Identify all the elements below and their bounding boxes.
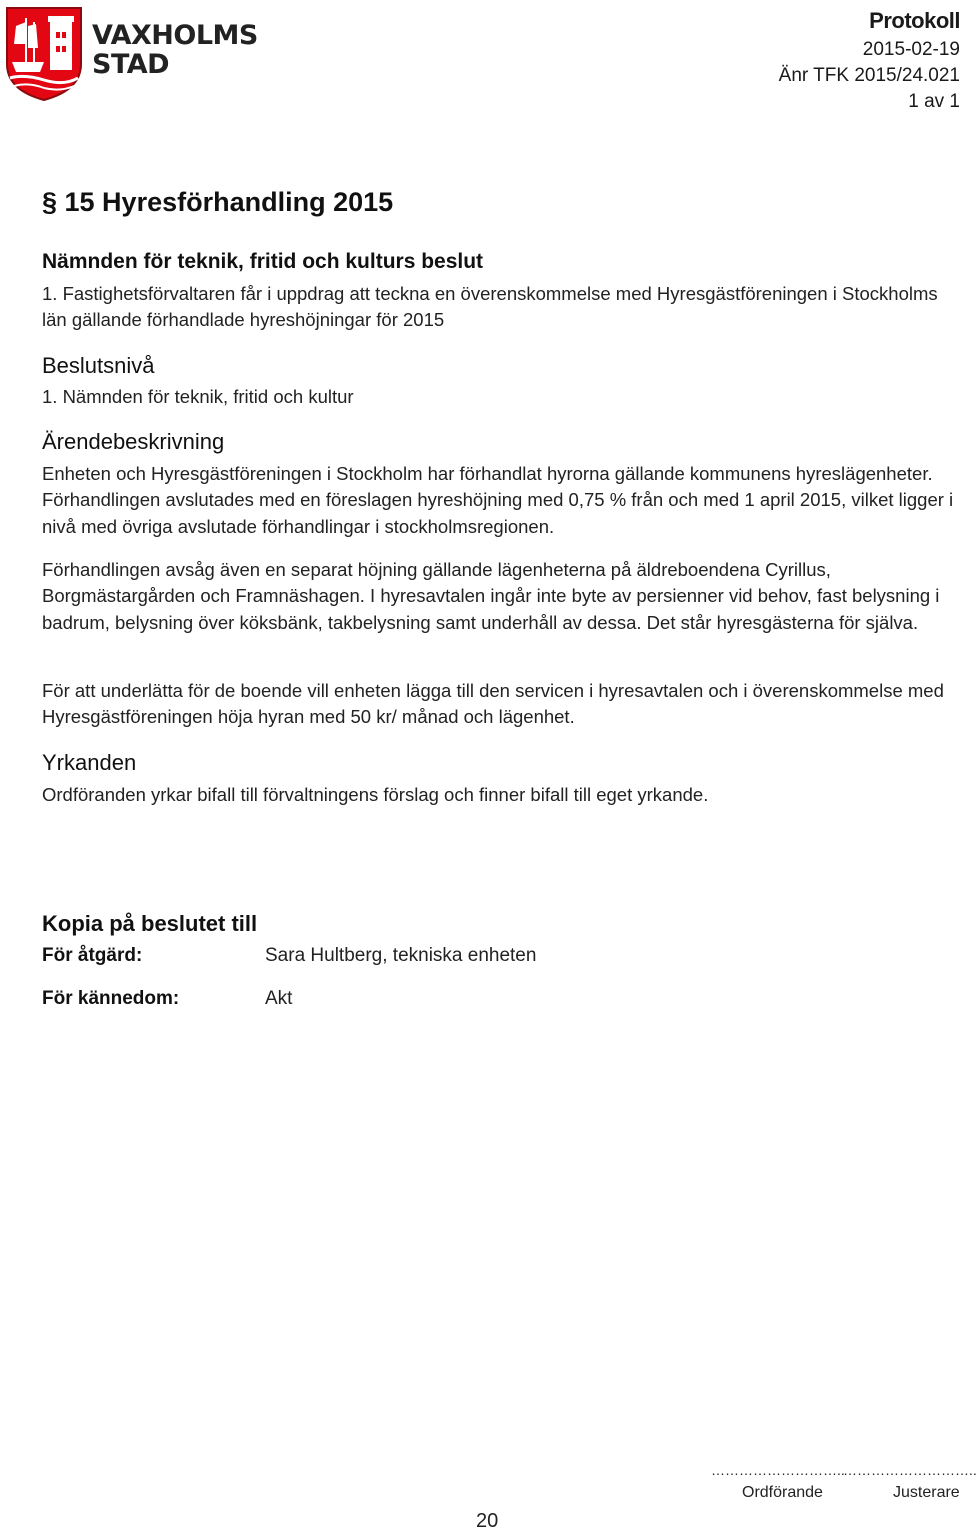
description-paragraph: Förhandlingen avsåg även en separat höjning gällande lägenheterna på äldreboendena Cyrillus, Borgmästargården och Framnäshagen. I hyresavtalen ingår inte byte av persienner vid behov, fast belysning i badrum, belysning över köksbänk, takbelysning samt underhåll av dessa. Det står hyresgästerna för själva. bbox=[42, 559, 940, 633]
signature-line-adjuster: ……………………….. bbox=[843, 1462, 977, 1478]
signature-label-chair: Ordförande bbox=[742, 1484, 823, 1501]
document-date: 2015-02-19 bbox=[862, 39, 960, 60]
document-type: Protokoll bbox=[869, 8, 960, 33]
page-number: 20 bbox=[476, 1510, 499, 1532]
municipality-logo bbox=[4, 4, 258, 104]
coat-of-arms-icon bbox=[4, 4, 84, 102]
description-paragraph: Enheten och Hyresgästföreningen i Stockholm har förhandlat hyrorna gällande kommunens hyreslägenheter. Förhandlingen avslutades med en föreslagen hyreshöjning med 0,75 % från och med 1 april 2015, vilket ligger i nivå med övriga avslutade förhandlingar i stockholmsregionen. bbox=[42, 463, 954, 537]
case-number: Änr TFK 2015/24.021 bbox=[778, 65, 960, 86]
page-title: § 15 Hyresförhandling 2015 bbox=[42, 187, 394, 217]
decision-heading: Nämnden för teknik, fritid och kulturs beslut bbox=[42, 250, 484, 273]
claims-text: Ordföranden yrkar bifall till förvaltningens förslag och finner bifall till eget yrkande. bbox=[42, 784, 709, 805]
copy-value-action: Sara Hultberg, tekniska enheten bbox=[265, 945, 537, 966]
description-heading: Ärendebeskrivning bbox=[42, 429, 225, 454]
claims-heading: Yrkanden bbox=[42, 750, 137, 775]
signature-line-chair: ……………………….. bbox=[711, 1462, 845, 1478]
signature-label-adjuster: Justerare bbox=[893, 1484, 960, 1501]
page-info: 1 av 1 bbox=[908, 91, 960, 112]
copy-value-info: Akt bbox=[265, 988, 293, 1009]
level-heading: Beslutsnivå bbox=[42, 353, 155, 378]
logo-text-line2: STAD bbox=[92, 49, 170, 80]
description-paragraph: För att underlätta för de boende vill enheten lägga till den servicen i hyresavtalen och i överenskommelse med Hyresgästföreningen höja hyran med 50 kr/ månad och lägenhet. bbox=[42, 680, 944, 728]
level-text: 1. Nämnden för teknik, fritid och kultur bbox=[42, 386, 354, 407]
copy-heading: Kopia på beslutet till bbox=[42, 911, 258, 936]
logo-text-line1: VAXHOLMS bbox=[92, 20, 258, 51]
copy-label-info: För kännedom: bbox=[42, 988, 180, 1009]
copy-label-action: För åtgärd: bbox=[42, 945, 143, 966]
decision-text: 1. Fastighetsförvaltaren får i uppdrag att teckna en överenskommelse med Hyresgästföreningen i Stockholms län gällande förhandlade hyreshöjningar för 2015 bbox=[42, 283, 938, 331]
